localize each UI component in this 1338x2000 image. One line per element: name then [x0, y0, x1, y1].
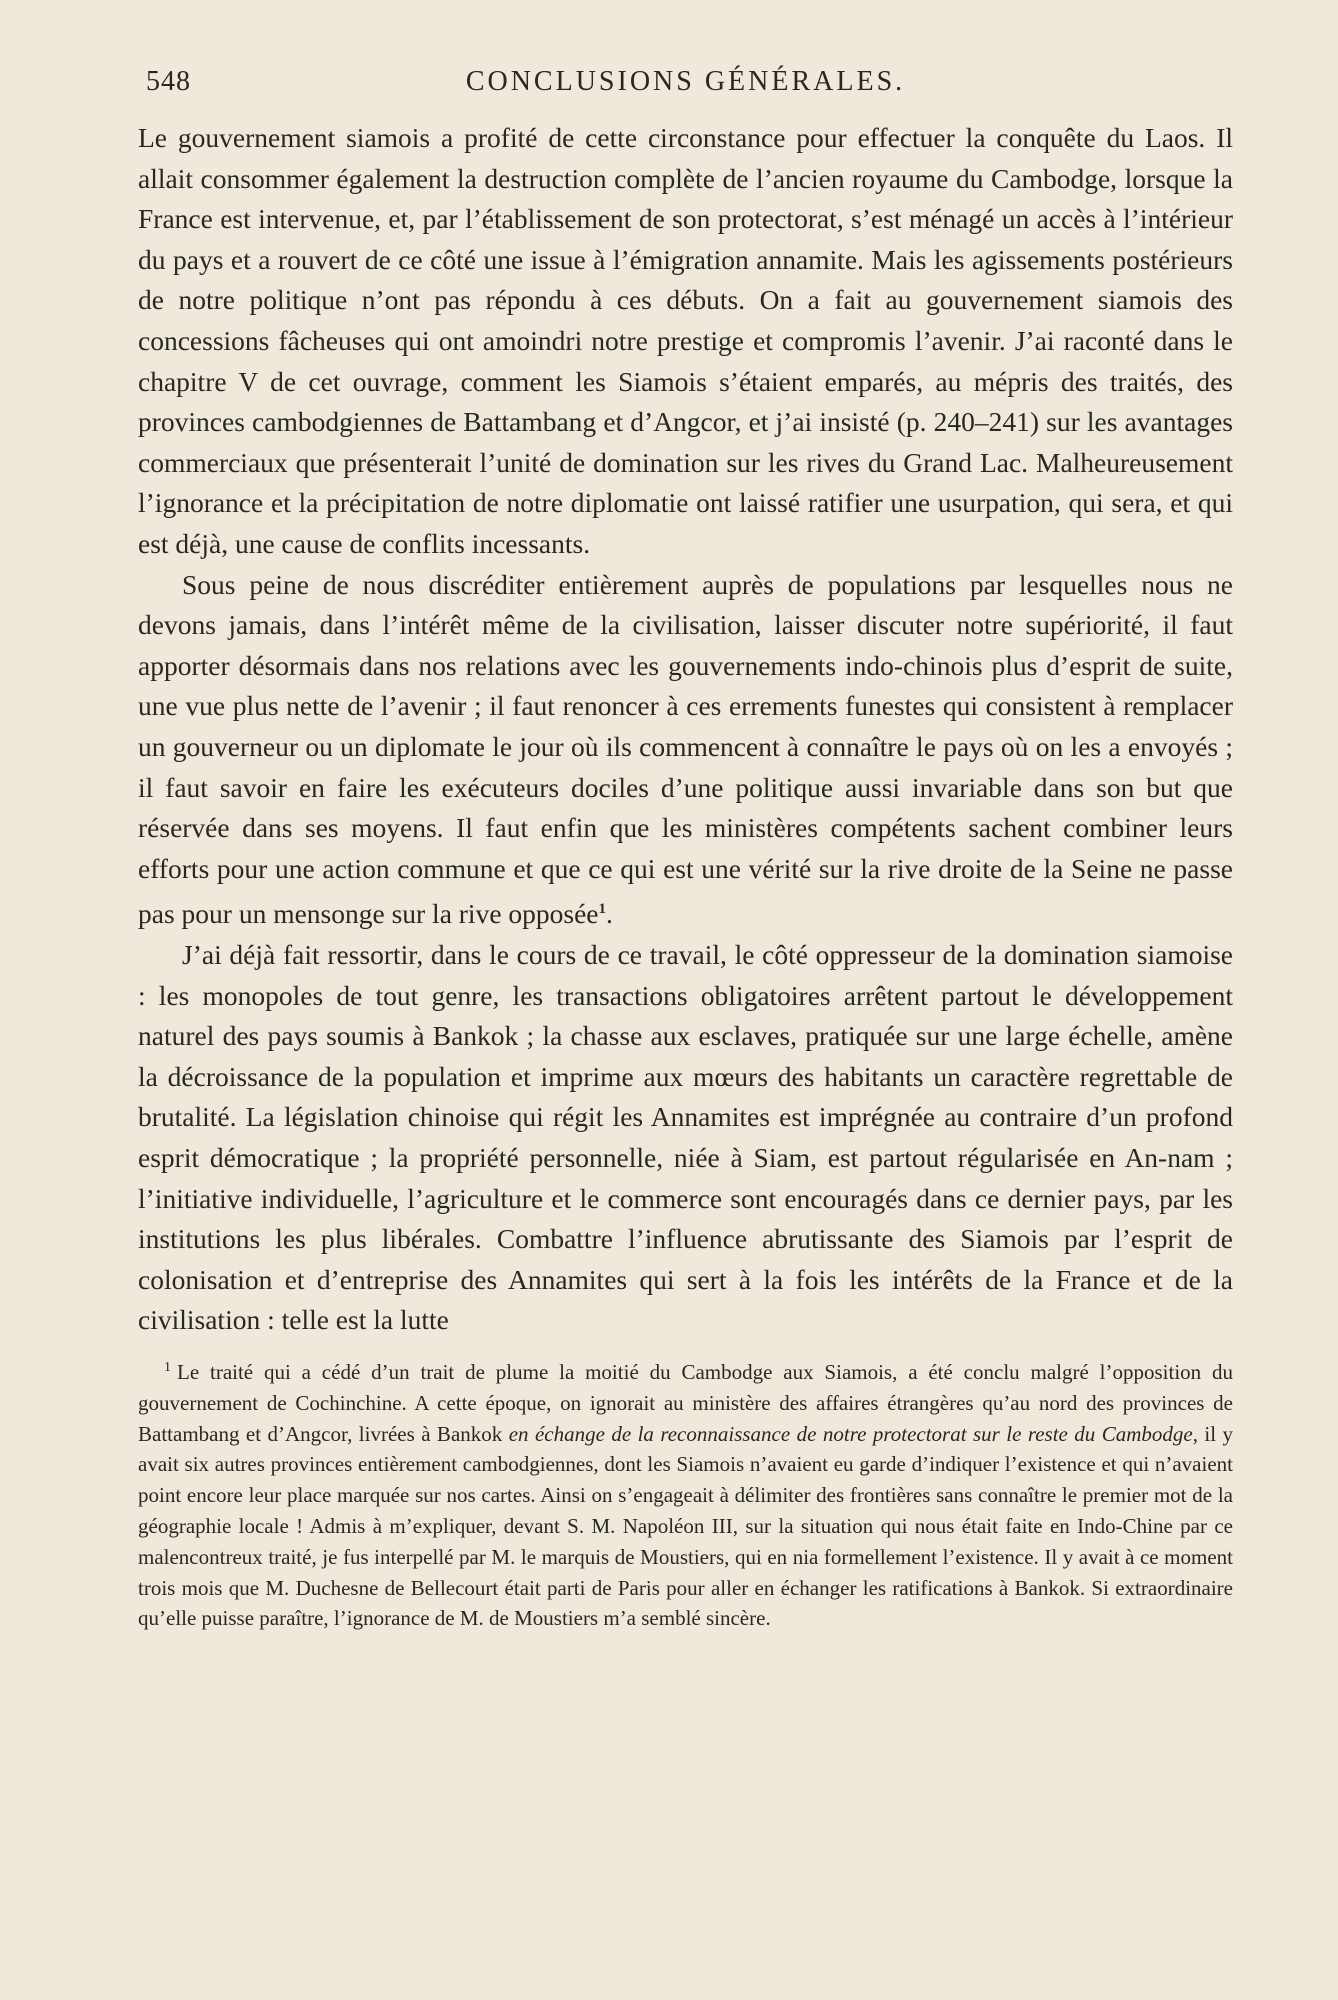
paragraph-2-text: Sous peine de nous discréditer entièrement auprès de populations par lesquelles nous ne devons jamais, dans l’intérêt même de la civilisation, laisser discuter notre supériorité, il faut apporter désormais dans nos relations avec les gouvernements indo-chinois plus d’esprit de suite, une vue plus nette de l’avenir ; il faut renoncer à ces errements funestes qui consistent à remplacer un gouverneur ou un diplomate le jour où ils commencent à connaître le pays où on les a envoyés ; il faut savoir en faire les exécuteurs dociles d’une politique aussi invariable dans son but que réservée dans ses moyens. Il faut enfin que les ministères compétents sachent combiner leurs efforts pour une action commune et que ce qui est une vérité sur la rive droite de la Seine ne passe pas pour un mensonge sur la rive opposée	[138, 568, 1233, 930]
footnote-reference: 1	[598, 901, 607, 918]
footnote-text-part1: Le traité qui a cédé d’un trait de plume la moitié du Cambodge aux Siamois, a été conclu malgré l’opposition du gouvernement de Cochinchine. A cette époque, on ignorait au ministère des affaires étrangères qu’au nord des provinces de Battambang et d’Angcor, livrées à Bankok	[138, 1359, 1233, 1446]
footnote-number: 1	[164, 1359, 171, 1375]
running-title: CONCLUSIONS GÉNÉRALES.	[465, 66, 906, 97]
paragraph-1: Le gouvernement siamois a profité de cette circonstance pour effectuer la conquête du Laos. Il allait consommer également la destruction complète de l’ancien royaume du Cambodge, lorsque la France est intervenue, et, par l’établissement de son protectorat, s’est ménagé un accès à l’intérieur du pays et a rouvert de ce côté une issue à l’émigration annamite. Mais les agissements postérieurs de notre politique n’ont pas répondu à ces débuts. On a fait au gouvernement siamois des concessions fâcheuses qui ont amoindri notre prestige et compromis l’avenir. J’ai raconté dans le chapitre V de cet ouvrage, comment les Siamois s’étaient emparés, au mépris des traités, des provinces cambodgiennes de Battambang et d’Angcor, et j’ai insisté (p. 240–241) sur les avantages commerciaux que présenterait l’unité de domination sur les rives du Grand Lac. Malheureusement l’ignorance et la précipitation de notre diplomatie ont laissé ratifier une usurpation, qui sera, et qui est déjà, une cause de conflits incessants.	[138, 122, 1233, 559]
paragraph-2	[138, 565, 1233, 936]
running-head	[138, 66, 1233, 110]
footnote	[138, 1353, 1233, 1634]
footnote-text-part2: , il y avait six autres provinces entièrement cambodgiennes, dont les Siamois n’avaient eu garde d’indiquer l’existence et qui n’avaient point encore leur place marquée sur nos cartes. Ainsi on s’engageait à délimiter des frontières sans connaître le premier mot de la géographie locale ! Admis à m’expliquer, devant S. M. Napoléon III, sur la situation qui nous était faite en Indo-Chine par ce malencontreux traité, je fus interpellé par M. le marquis de Moustiers, qui en nia formellement l’existence. Il y avait à ce moment trois mois que M. Duchesne de Bellecourt était parti de Paris pour aller en échanger les ratifications à Bankok. Si extraordinaire qu’elle puisse paraître, l’ignorance de M. de Moustiers m’a semblé sincère.	[138, 1421, 1234, 1631]
paragraph-2-end: .	[606, 898, 613, 930]
paragraph-3: J’ai déjà fait ressortir, dans le cours de ce travail, le côté oppresseur de la domination siamoise : les monopoles de tout genre, les transactions obligatoires arrêtent partout le développement naturel des pays soumis à Bankok ; la chasse aux esclaves, pratiquée sur une large échelle, amène la décroissance de la population et imprime aux mœurs des habitants un caractère regrettable de brutalité. La législation chinoise qui régit les Annamites est imprégnée au contraire d’un profond esprit démocratique ; la propriété personnelle, niée à Siam, est partout régularisée en An-nam ; l’initiative individuelle, l’agriculture et le commerce sont encouragés dans ce dernier pays, par les institutions les plus libérales. Combattre l’influence abrutissante des Siamois par l’esprit de colonisation et d’entreprise des Annamites qui sert à la fois les intérêts de la France et de la civilisation : telle est la lutte	[138, 939, 1233, 1336]
page-number: 548	[146, 66, 191, 97]
footnote-italic-text: en échange de la reconnaissance de notre protectorat sur le reste du Cambodge	[508, 1421, 1193, 1446]
body-text	[138, 118, 1233, 1341]
